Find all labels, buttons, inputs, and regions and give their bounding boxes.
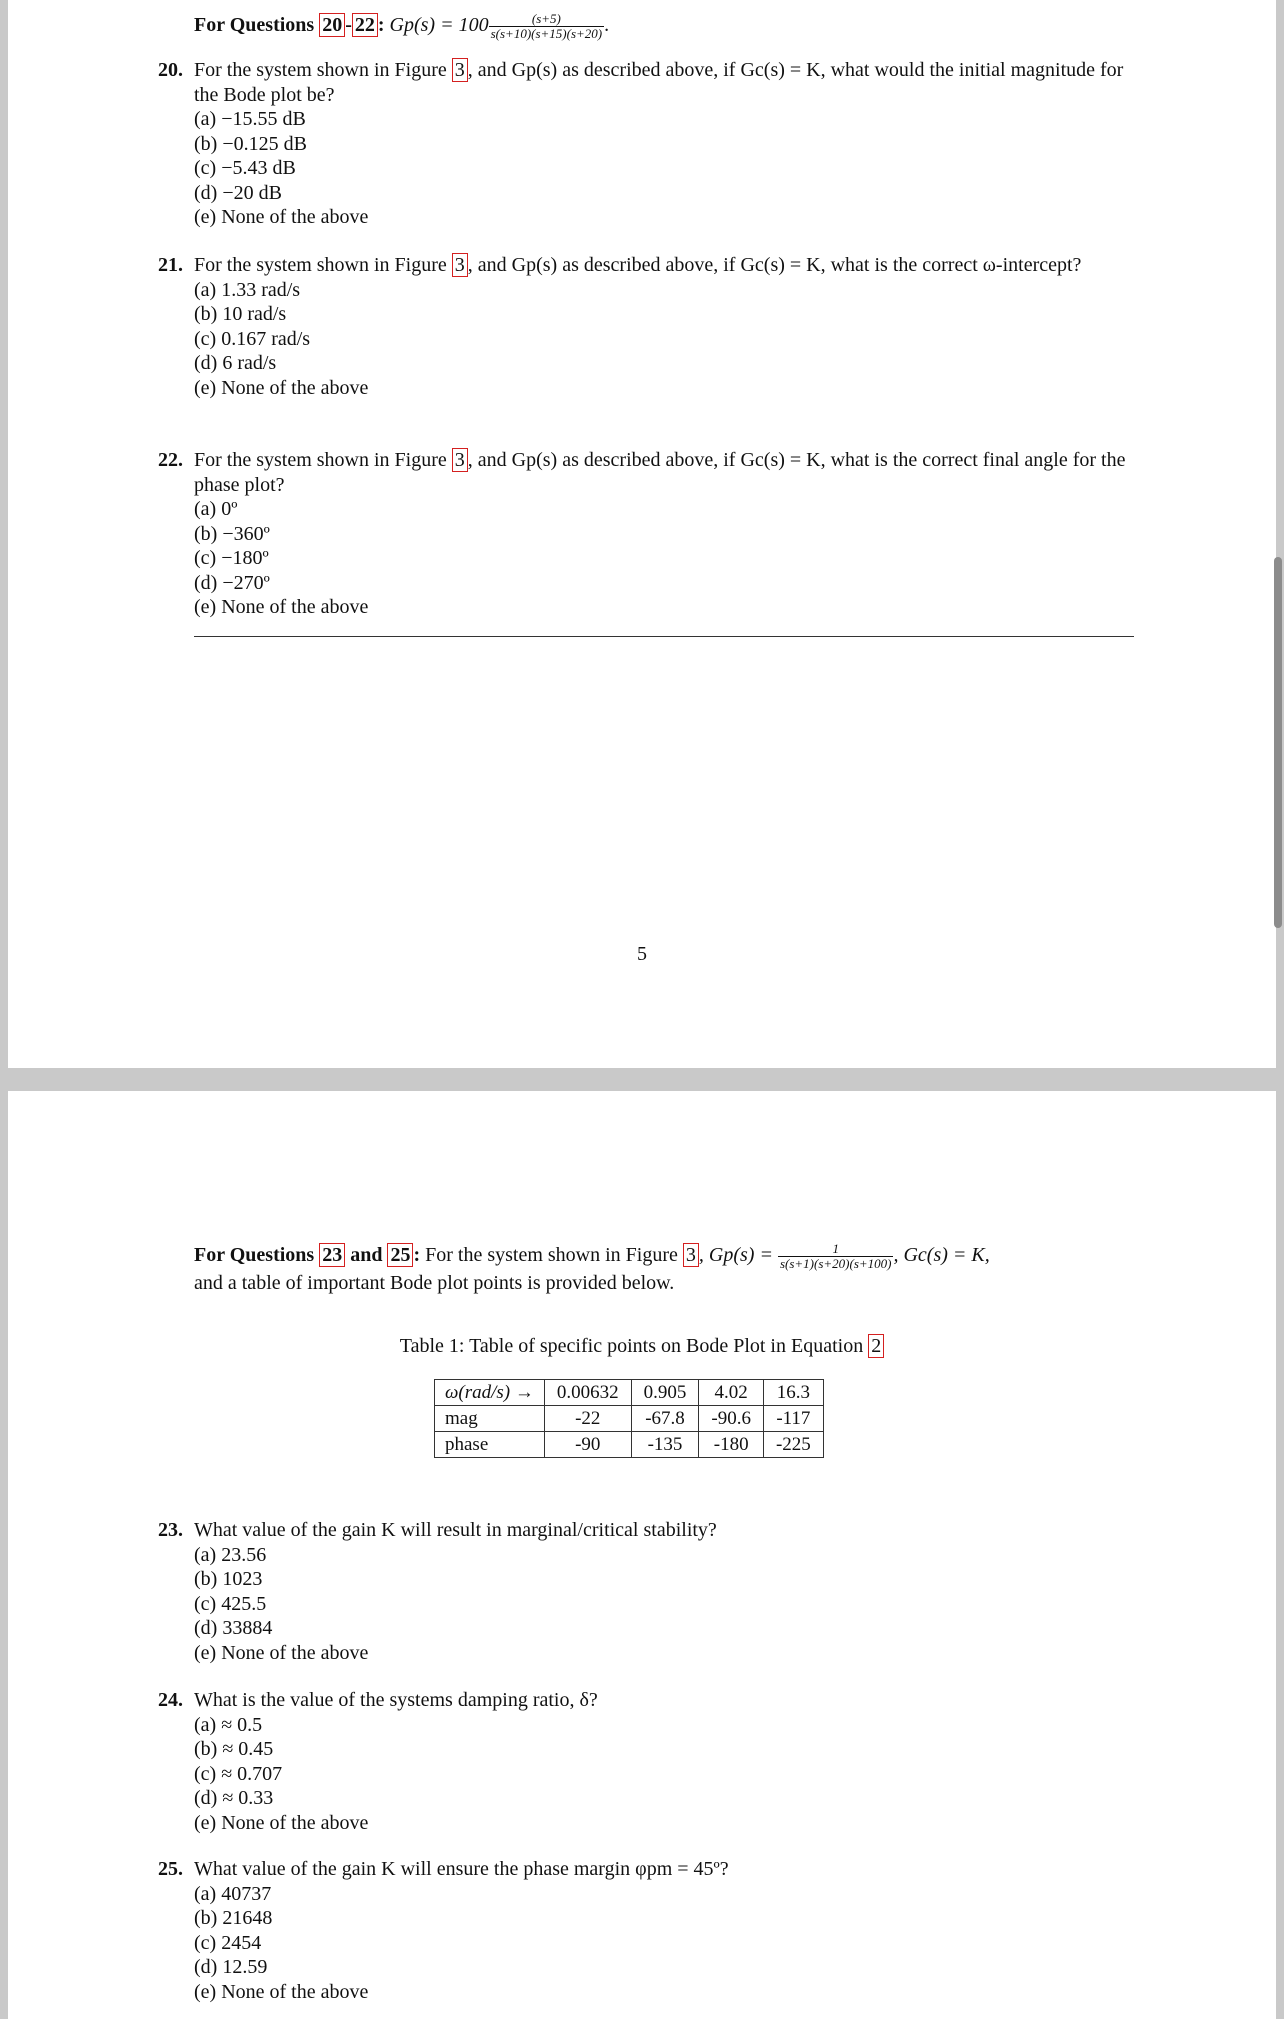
table-cell: -90 — [544, 1432, 631, 1458]
options-list — [194, 1713, 1134, 1836]
question-20 — [158, 58, 1134, 230]
question-number: 22. — [158, 449, 183, 471]
question-number: 21. — [158, 254, 183, 276]
figure-link[interactable]: 3 — [683, 1243, 699, 1267]
question-text — [194, 58, 1134, 107]
option-e: (e) None of the above — [194, 376, 369, 399]
header-line-2: and a table of important Bode plot points is provided below. — [194, 1272, 675, 1294]
option-e: (e) None of the above — [194, 596, 369, 618]
horizontal-rule — [194, 636, 1134, 637]
fraction-denominator: s(s+10)(s+15)(s+20) — [490, 26, 603, 41]
option-a: (a) −15.55 dB — [194, 108, 306, 130]
option-b: (b) ≈ 0.45 — [194, 1738, 274, 1760]
table-cell: -67.8 — [631, 1406, 699, 1432]
bode-points-table — [434, 1379, 824, 1458]
question-21 — [158, 253, 1134, 400]
option-e: (e) None of the above — [194, 206, 369, 228]
table-row-mag — [435, 1406, 824, 1432]
plant-fraction — [778, 1242, 894, 1271]
option-c: (c) −5.43 dB — [194, 157, 296, 179]
table-cell: 0.00632 — [544, 1380, 631, 1406]
figure-link[interactable]: 3 — [452, 448, 468, 472]
option-d: (d) −270º — [194, 571, 270, 594]
option-a: (a) ≈ 0.5 — [194, 1713, 263, 1736]
page-number: 5 — [637, 943, 647, 965]
header-colon: : — [377, 14, 385, 37]
option-a: (a) 23.56 — [194, 1543, 267, 1566]
table-cell: 16.3 — [763, 1380, 823, 1406]
header-colon: : — [413, 1244, 421, 1267]
options-list — [194, 278, 1134, 401]
question-text-b: , and Gp(s) as described above, if Gc(s) = K, what is the correct final angle for the phase plot? — [194, 449, 1126, 496]
header-lead: For Questions — [194, 1244, 315, 1267]
row-label: ω(rad/s) → — [435, 1380, 545, 1406]
table-cell: -135 — [631, 1432, 699, 1458]
question-text: What value of the gain K will result in marginal/critical stability? — [194, 1519, 717, 1541]
option-c: (c) ≈ 0.707 — [194, 1762, 283, 1785]
options-list — [194, 497, 1134, 620]
document-page-5 — [8, 0, 1276, 1068]
question-number: 24. — [158, 1689, 183, 1711]
option-d: (d) 6 rad/s — [194, 352, 277, 374]
figure-link[interactable]: 3 — [452, 253, 468, 277]
option-d: (d) 33884 — [194, 1617, 273, 1639]
option-a: (a) 40737 — [194, 1882, 272, 1905]
option-e: (e) None of the above — [194, 1641, 369, 1664]
question-22 — [158, 448, 1134, 620]
question-text-b: , and Gp(s) as described above, if Gc(s) = K, what would the initial magnitude for the Bode plot be? — [194, 59, 1124, 106]
header-suffix: . — [604, 14, 610, 37]
table-cell: -225 — [763, 1432, 823, 1458]
questions-20-22-header — [194, 12, 1134, 41]
question-link-25[interactable]: 25 — [387, 1243, 413, 1267]
figure-link[interactable]: 3 — [452, 58, 468, 82]
question-text-a: For the system shown in Figure — [194, 254, 447, 276]
plant-equation-prefix: , Gp(s) = — [698, 1244, 773, 1267]
question-25 — [158, 1857, 1134, 2004]
question-link-20[interactable]: 20 — [319, 13, 345, 37]
question-number: 20. — [158, 59, 183, 81]
table-cell: -22 — [544, 1406, 631, 1432]
table-row-phase — [435, 1432, 824, 1458]
option-b: (b) 21648 — [194, 1907, 273, 1929]
option-c: (c) 425.5 — [194, 1592, 267, 1615]
header-text: For the system shown in Figure — [425, 1244, 678, 1267]
option-b: (b) −360º — [194, 522, 270, 545]
table-cell: -117 — [763, 1406, 823, 1432]
document-page-6 — [8, 1091, 1276, 2019]
option-e: (e) None of the above — [194, 1980, 369, 2003]
question-link-23[interactable]: 23 — [319, 1243, 345, 1267]
question-text: What value of the gain K will ensure the phase margin φpm = 45º? — [194, 1858, 729, 1880]
question-text — [194, 448, 1134, 497]
fraction-denominator: s(s+1)(s+20)(s+100) — [779, 1256, 892, 1271]
header-and: and — [350, 1244, 383, 1267]
plant-equation-prefix: Gp(s) = 100 — [389, 14, 489, 37]
vertical-scrollbar[interactable] — [1274, 557, 1282, 928]
plant-fraction — [489, 12, 605, 41]
option-d: (d) ≈ 0.33 — [194, 1787, 274, 1809]
options-list — [194, 107, 1134, 230]
question-number: 25. — [158, 1858, 183, 1880]
questions-23-25-header — [194, 1242, 1134, 1296]
question-text — [194, 253, 1134, 278]
options-list — [194, 1543, 1134, 1666]
options-list — [194, 1882, 1134, 2005]
option-c: (c) −180º — [194, 547, 269, 569]
option-d: (d) 12.59 — [194, 1956, 268, 1978]
option-b: (b) 10 rad/s — [194, 303, 287, 325]
option-e: (e) None of the above — [194, 1811, 369, 1834]
question-link-22[interactable]: 22 — [352, 13, 378, 37]
option-b: (b) 1023 — [194, 1568, 263, 1590]
question-text-b: , and Gp(s) as described above, if Gc(s) = K, what is the correct ω-intercept? — [467, 254, 1082, 276]
table-cell: -90.6 — [699, 1406, 764, 1432]
question-23 — [158, 1518, 1134, 1665]
option-b: (b) −0.125 dB — [194, 132, 307, 155]
fraction-numerator: (s+5) — [489, 12, 605, 27]
table-cell: -180 — [699, 1432, 764, 1458]
question-text-a: For the system shown in Figure — [194, 59, 447, 81]
question-text-a: For the system shown in Figure — [194, 449, 447, 471]
caption-text: Table 1: Table of specific points on Bode Plot in Equation — [399, 1335, 864, 1357]
option-a: (a) 1.33 rad/s — [194, 278, 301, 301]
question-number: 23. — [158, 1519, 183, 1541]
table-cell: 0.905 — [631, 1380, 699, 1406]
header-lead: For Questions — [194, 14, 315, 37]
option-c: (c) 0.167 rad/s — [194, 327, 311, 350]
fraction-numerator: 1 — [778, 1242, 894, 1257]
option-a: (a) 0º — [194, 498, 238, 520]
header-dash: - — [345, 14, 352, 37]
option-c: (c) 2454 — [194, 1931, 262, 1954]
question-24 — [158, 1688, 1134, 1835]
row-label: mag — [435, 1406, 545, 1432]
question-text: What is the value of the systems damping ratio, δ? — [194, 1689, 598, 1711]
table-caption — [8, 1335, 1276, 1358]
table-row-omega — [435, 1380, 824, 1406]
table-cell: 4.02 — [699, 1380, 764, 1406]
equation-link[interactable]: 2 — [868, 1334, 884, 1358]
row-label: phase — [435, 1432, 545, 1458]
controller-equation: , Gc(s) = K, — [893, 1244, 990, 1267]
option-d: (d) −20 dB — [194, 181, 282, 204]
